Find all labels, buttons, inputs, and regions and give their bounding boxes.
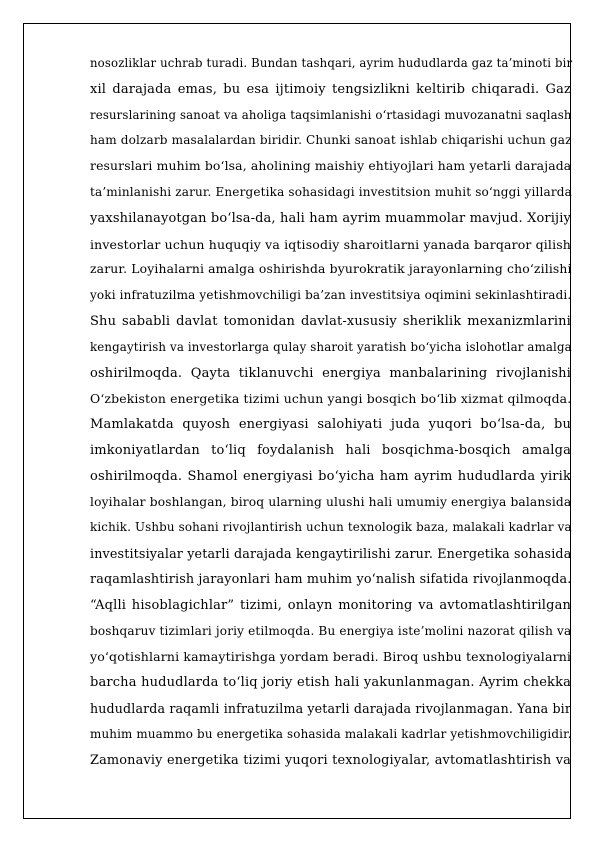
text-line: muhim muammo bu energetika sohasida malakali kadrlar yetishmovchiligidir. xyxy=(90,726,572,741)
text-line: hududlarda raqamli infratuzilma yetarli darajada rivojlanmagan. Yana bir xyxy=(90,700,572,716)
text-line: kengaytirish va investorlarga qulay sharoit yaratish bo‘yicha islohotlar amalga xyxy=(90,339,572,354)
text-line: oshirilmoqda. Shamol energiyasi bo‘yicha ham ayrim hududlarda yirik xyxy=(90,468,571,484)
text-line: barcha hududlarda to‘liq joriy etish hali yakunlanmagan. Ayrim chekka xyxy=(90,675,571,691)
text-line: oshirilmoqda. Qayta tiklanuvchi energiya manbalarining rivojlanishi xyxy=(90,365,571,381)
text-line: “Aqlli hisoblagichlar” tizimi, onlayn monitoring va avtomatlashtirilgan xyxy=(90,597,571,613)
text-line: loyihalar boshlangan, biroq ularning ulushi hali umumiy energiya balansida xyxy=(90,494,572,509)
text-line: investitsiyalar yetarli darajada kengaytirilishi zarur. Energetika sohasida xyxy=(90,546,572,562)
text-line: boshqaruv tizimlari joriy etilmoqda. Bu energiya iste’molini nazorat qilish va xyxy=(90,623,572,638)
text-line: resurslarining sanoat va aholiga taqsimlanishi o‘rtasidagi muvozanatni saqlash xyxy=(90,107,572,122)
text-line: O‘zbekiston energetika tizimi uchun yangi bosqich bo‘lib xizmat qilmoqda. xyxy=(90,391,572,407)
text-line: Mamlakatda quyosh energiyasi salohiyati juda yuqori bo‘lsa-da, bu xyxy=(90,417,571,433)
text-line: ham dolzarb masalalardan biridir. Chunki sanoat ishlab chiqarishi uchun gaz xyxy=(90,133,572,148)
text-line: Shu sababli davlat tomonidan davlat-xususiy sheriklik mexanizmlarini xyxy=(90,313,571,329)
text-line: zarur. Loyihalarni amalga oshirishda byurokratik jarayonlarning cho‘zilishi xyxy=(90,262,572,277)
body-text xyxy=(90,51,571,773)
text-line: kichik. Ushbu sohani rivojlantirish uchun texnologik baza, malakali kadrlar va xyxy=(90,520,572,535)
text-line: imkoniyatlardan to‘liq foydalanish hali bosqichma-bosqich amalga xyxy=(90,442,571,458)
text-line: investorlar uchun huquqiy va iqtisodiy sharoitlarni yanada barqaror qilish xyxy=(90,236,571,252)
text-line: yoki infratuzilma yetishmovchiligi ba’zan investitsiya oqimini sekinlashtiradi. xyxy=(90,288,572,303)
text-line: xil darajada emas, bu esa ijtimoiy tengsizlikni keltirib chiqaradi. Gaz xyxy=(90,81,571,97)
text-line: yo‘qotishlarni kamaytirishga yordam beradi. Biroq ushbu texnologiyalarni xyxy=(90,649,572,665)
text-line: resurslari muhim bo‘lsa, aholining maishiy ehtiyojlari ham yetarli darajada xyxy=(90,159,572,174)
text-line: yaxshilanayotgan bo‘lsa-da, hali ham ayrim muammolar mavjud. Xorijiy xyxy=(90,210,571,226)
text-line: raqamlashtirish jarayonlari ham muhim yo‘nalish sifatida rivojlanmoqda. xyxy=(90,571,572,587)
text-line: nosozliklar uchrab turadi. Bundan tashqari, ayrim hududlarda gaz ta’minoti bir xyxy=(90,56,573,70)
text-line: ta’minlanishi zarur. Energetika sohasidagi investitsion muhit so‘nggi yillarda xyxy=(90,184,572,199)
text-line: Zamonaviy energetika tizimi yuqori texnologiyalar, avtomatlashtirish va xyxy=(90,752,571,768)
